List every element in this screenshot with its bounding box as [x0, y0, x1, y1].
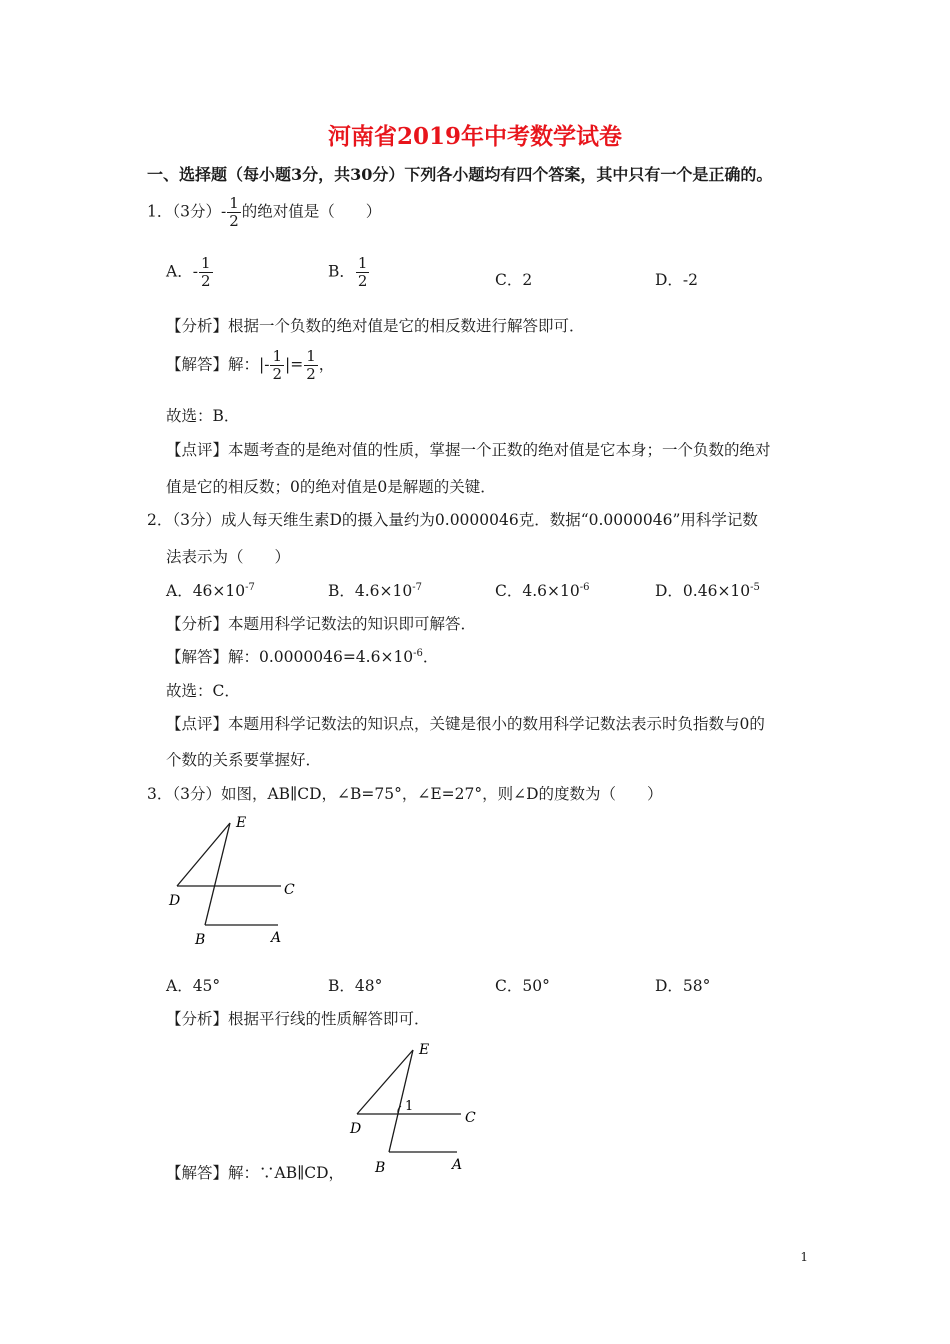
label-a: A — [452, 1157, 463, 1173]
solution-text: 【解答】解：0.0000046=4.6×10 — [166, 648, 414, 666]
solution-fraction-2 — [304, 349, 318, 382]
solution-mid: |= — [285, 355, 304, 374]
q1-option-c: C．2 — [495, 271, 533, 289]
label-d: D — [350, 1121, 362, 1137]
q2-option-a — [166, 579, 255, 601]
label-b: B — [195, 932, 206, 948]
label-e: E — [236, 815, 247, 831]
option-label: A． — [166, 262, 193, 281]
option-exponent: -7 — [412, 581, 423, 593]
fraction-numerator: 1 — [200, 254, 211, 272]
option-fraction — [356, 256, 370, 289]
solution-prefix: 【解答】解：| — [166, 355, 265, 374]
solution-exponent: -6 — [413, 647, 423, 659]
section-heading: 一、选择题（每小题3分，共30分）下列各小题均有四个答案，其中只有一个是正确的。 — [147, 165, 773, 184]
q1-option-a — [166, 256, 214, 289]
label-d: D — [169, 893, 181, 909]
q3-solution: 【解答】解：∵AB∥CD， — [166, 1164, 345, 1182]
option-text: A．46×10 — [166, 582, 246, 600]
solution-neg: - — [264, 355, 270, 374]
option-exponent: -7 — [245, 581, 255, 593]
q2-comment-line-2: 个数的关系要掌握好． — [166, 751, 322, 769]
fraction-numerator: 1 — [272, 347, 283, 365]
page-title: 河南省2019年中考数学试卷 — [327, 123, 622, 150]
label-a: A — [271, 930, 282, 946]
q1-analysis: 【分析】根据一个负数的绝对值是它的相反数进行解答即可． — [166, 317, 585, 335]
fraction-numerator: 1 — [229, 194, 239, 212]
option-text: D．0.46×10 — [655, 582, 751, 600]
question-2-line-2: 法表示为（ ） — [166, 548, 291, 566]
q3-option-d: D．58° — [655, 977, 711, 995]
page-number: 1 — [800, 1250, 808, 1264]
q1-option-d: D．-2 — [655, 271, 699, 289]
label-b: B — [375, 1160, 386, 1176]
solution-end: ． — [422, 648, 439, 666]
fraction-denominator: 2 — [306, 365, 316, 383]
fraction-denominator: 2 — [200, 272, 211, 290]
q3-solution-figure — [345, 1038, 485, 1178]
fraction-denominator: 2 — [272, 365, 283, 383]
q3-option-a: A．45° — [166, 977, 221, 995]
option-neg: - — [192, 262, 198, 281]
q1-solution — [166, 349, 334, 382]
q1-comment-line-2: 值是它的相反数；0的绝对值是0是解题的关键． — [166, 478, 496, 496]
option-text: C．4.6×10 — [495, 582, 580, 600]
solution-end: ， — [318, 355, 335, 374]
fraction-denominator: 2 — [229, 212, 239, 230]
fraction-numerator: 1 — [357, 254, 368, 272]
question-2-line-1: 2．（3分）成人每天维生素D的摄入量约为0.0000046克．数据“0.0000046”用科学记数 — [147, 511, 758, 529]
q2-analysis: 【分析】本题用科学记数法的知识即可解答． — [166, 615, 477, 633]
q1-comment-line-1: 【点评】本题考查的是绝对值的性质，掌握一个正数的绝对值是它本身；一个负数的绝对 — [166, 441, 771, 459]
q2-option-d — [655, 579, 760, 601]
q3-figure — [160, 812, 320, 952]
fraction-numerator: 1 — [306, 347, 316, 365]
question-1-number: 1．（3分） — [147, 202, 221, 221]
q2-choice: 故选：C． — [166, 682, 240, 700]
q2-solution — [166, 645, 438, 667]
question-1-fraction — [227, 196, 241, 229]
option-label: B． — [328, 262, 355, 281]
solution-fraction-1 — [270, 349, 284, 382]
question-1-text: 的绝对值是（ ） — [241, 202, 382, 221]
option-text: B．4.6×10 — [328, 582, 413, 600]
question-1 — [147, 196, 381, 229]
q3-option-c: C．50° — [495, 977, 550, 995]
q3-option-b: B．48° — [328, 977, 383, 995]
q3-analysis: 【分析】根据平行线的性质解答即可． — [166, 1010, 430, 1028]
option-exponent: -6 — [579, 581, 590, 593]
option-exponent: -5 — [750, 581, 760, 593]
q2-option-b — [328, 579, 422, 601]
label-angle-1: 1 — [405, 1099, 414, 1114]
q1-choice: 故选：B． — [166, 407, 240, 425]
option-fraction — [199, 256, 213, 289]
question-3: 3．（3分）如图，AB∥CD，∠B=75°，∠E=27°，则∠D的度数为（ ） — [147, 785, 663, 803]
question-1-neg: - — [220, 202, 227, 221]
label-c: C — [465, 1110, 476, 1126]
q2-comment-line-1: 【点评】本题用科学记数法的知识点，关键是很小的数用科学记数法表示时负指数与0的 — [166, 715, 765, 733]
label-e: E — [419, 1042, 430, 1058]
q2-option-c — [495, 579, 589, 601]
q1-option-b — [328, 256, 370, 289]
label-c: C — [284, 882, 295, 898]
fraction-denominator: 2 — [357, 272, 368, 290]
